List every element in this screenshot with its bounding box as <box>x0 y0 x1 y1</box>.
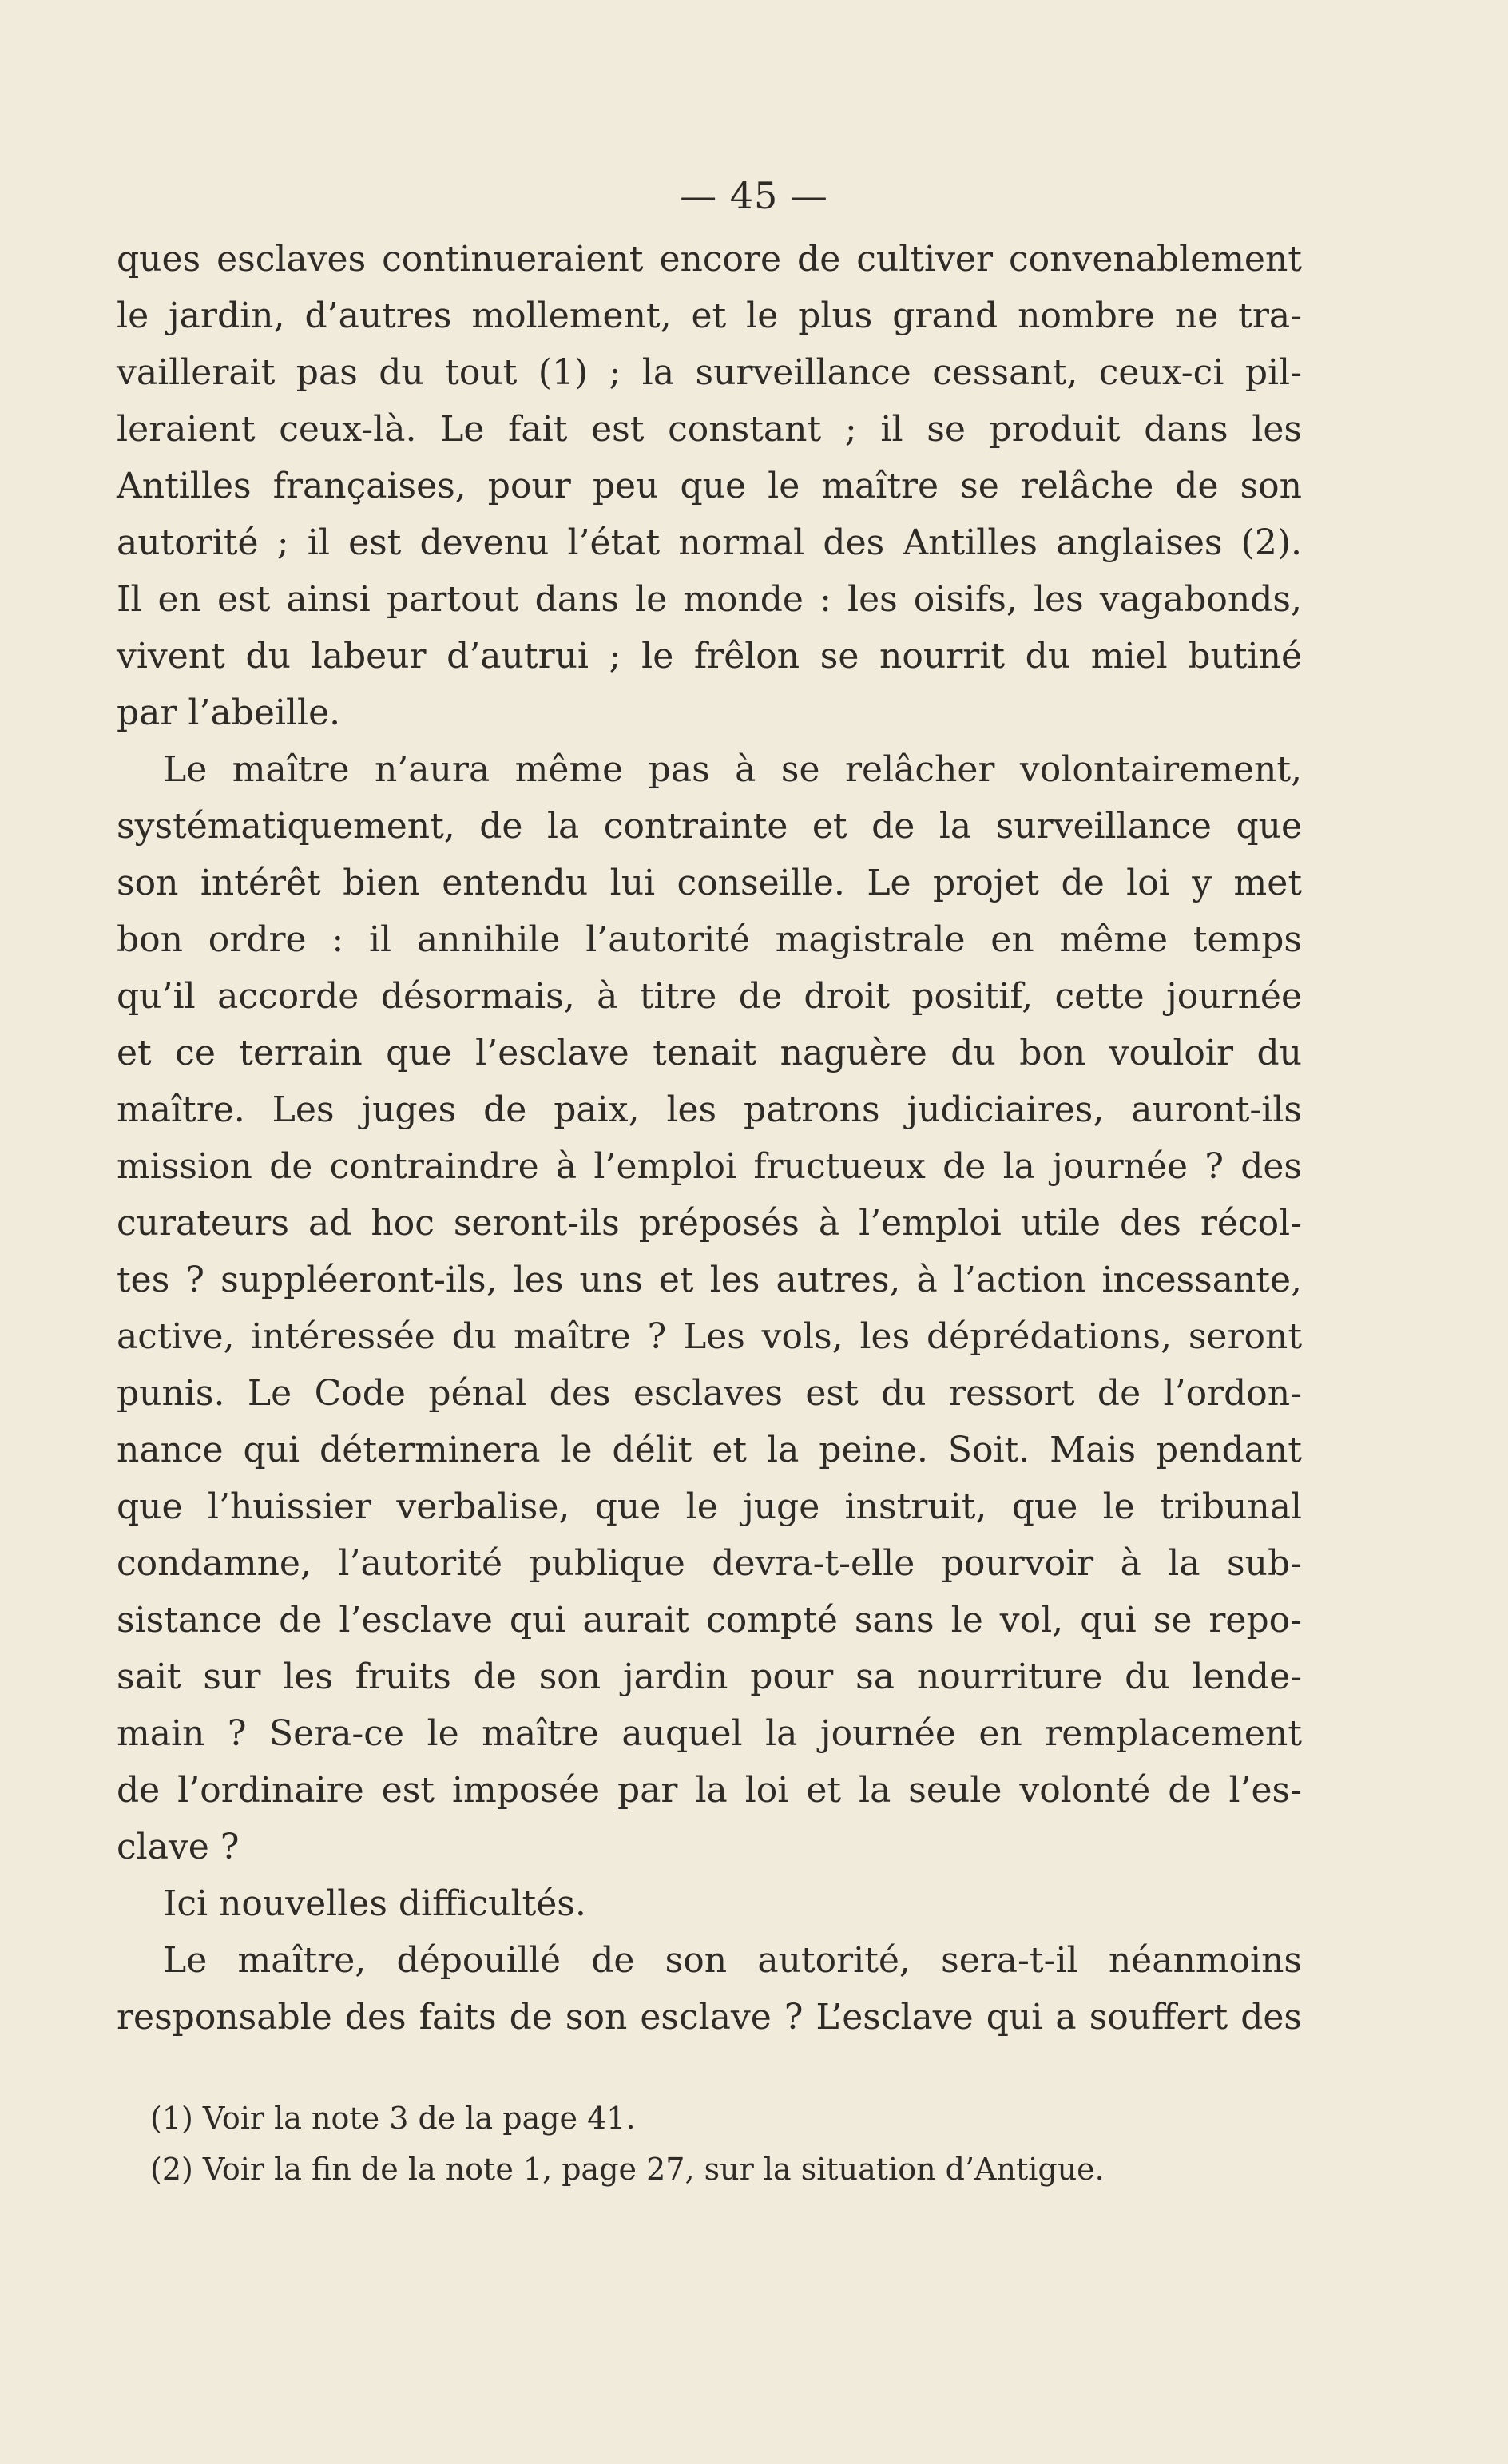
text-line: Le maître n’aura même pas à se relâcher volontairement, <box>163 749 1302 790</box>
text-line: responsable des faits de son esclave ? L’esclave qui a souffert des <box>117 1997 1302 2037</box>
text-line: de l’ordinaire est imposée par la loi et la seule volonté de l’es- <box>117 1770 1302 1811</box>
text-line: qu’il accorde désormais, à titre de droit positif, cette journée <box>117 976 1302 1017</box>
text-line: maître. Les juges de paix, les patrons judiciaires, auront-ils <box>117 1089 1302 1130</box>
footnote: (1) Voir la note 3 de la page 41. <box>150 2101 636 2136</box>
text-line: mission de contraindre à l’emploi fructueux de la journée ? des <box>117 1146 1302 1187</box>
text-line: clave ? <box>117 1827 240 1867</box>
text-line: le jardin, d’autres mollement, et le plus grand nombre ne tra- <box>117 296 1302 336</box>
text-line: punis. Le Code pénal des esclaves est du ressort de l’ordon- <box>117 1373 1302 1414</box>
text-line: active, intéressée du maître ? Les vols, les déprédations, seront <box>117 1316 1302 1357</box>
text-line: vaillerait pas du tout (1) ; la surveillance cessant, ceux-ci pil- <box>117 352 1302 393</box>
text-line: sistance de l’esclave qui aurait compté sans le vol, qui se repo- <box>117 1600 1302 1641</box>
text-line: Il en est ainsi partout dans le monde : les oisifs, les vagabonds, <box>117 579 1302 620</box>
footnote: (2) Voir la fin de la note 1, page 27, sur la situation d’Antigue. <box>150 2152 1105 2187</box>
body-text <box>117 231 1302 2045</box>
text-line: Antilles françaises, pour peu que le maître se relâche de son <box>117 466 1302 506</box>
text-line: autorité ; il est devenu l’état normal des Antilles anglaises (2). <box>117 522 1302 563</box>
text-line: son intérêt bien entendu lui conseille. Le projet de loi y met <box>117 863 1302 903</box>
text-line: leraient ceux-là. Le fait est constant ; il se produit dans les <box>117 409 1302 450</box>
text-line: condamne, l’autorité publique devra-t-elle pourvoir à la sub- <box>117 1543 1302 1584</box>
text-line: systématiquement, de la contrainte et de la surveillance que <box>117 806 1302 847</box>
text-line: et ce terrain que l’esclave tenait naguère du bon vouloir du <box>117 1033 1302 1073</box>
text-line: que l’huissier verbalise, que le juge instruit, que le tribunal <box>117 1486 1302 1527</box>
text-line: sait sur les fruits de son jardin pour sa nourriture du lende- <box>117 1657 1302 1697</box>
page-number: — 45 — <box>680 174 828 217</box>
text-line: main ? Sera-ce le maître auquel la journée en remplacement <box>117 1713 1302 1754</box>
text-line: par l’abeille. <box>117 692 341 733</box>
text-line: curateurs ad hoc seront-ils préposés à l’emploi utile des récol- <box>117 1203 1302 1244</box>
text-line: tes ? suppléeront-ils, les uns et les autres, à l’action incessante, <box>117 1260 1302 1300</box>
text-line: Le maître, dépouillé de son autorité, sera-t-il néanmoins <box>163 1940 1302 1981</box>
text-line: vivent du labeur d’autrui ; le frêlon se nourrit du miel butiné <box>117 636 1302 677</box>
text-line: nance qui déterminera le délit et la peine. Soit. Mais pendant <box>117 1430 1302 1470</box>
text-line: Ici nouvelles difficultés. <box>163 1883 586 1924</box>
text-line: bon ordre : il annihile l’autorité magistrale en même temps <box>117 919 1302 960</box>
text-line: ques esclaves continueraient encore de cultiver convenablement <box>117 239 1302 280</box>
footnotes <box>150 2093 1284 2195</box>
